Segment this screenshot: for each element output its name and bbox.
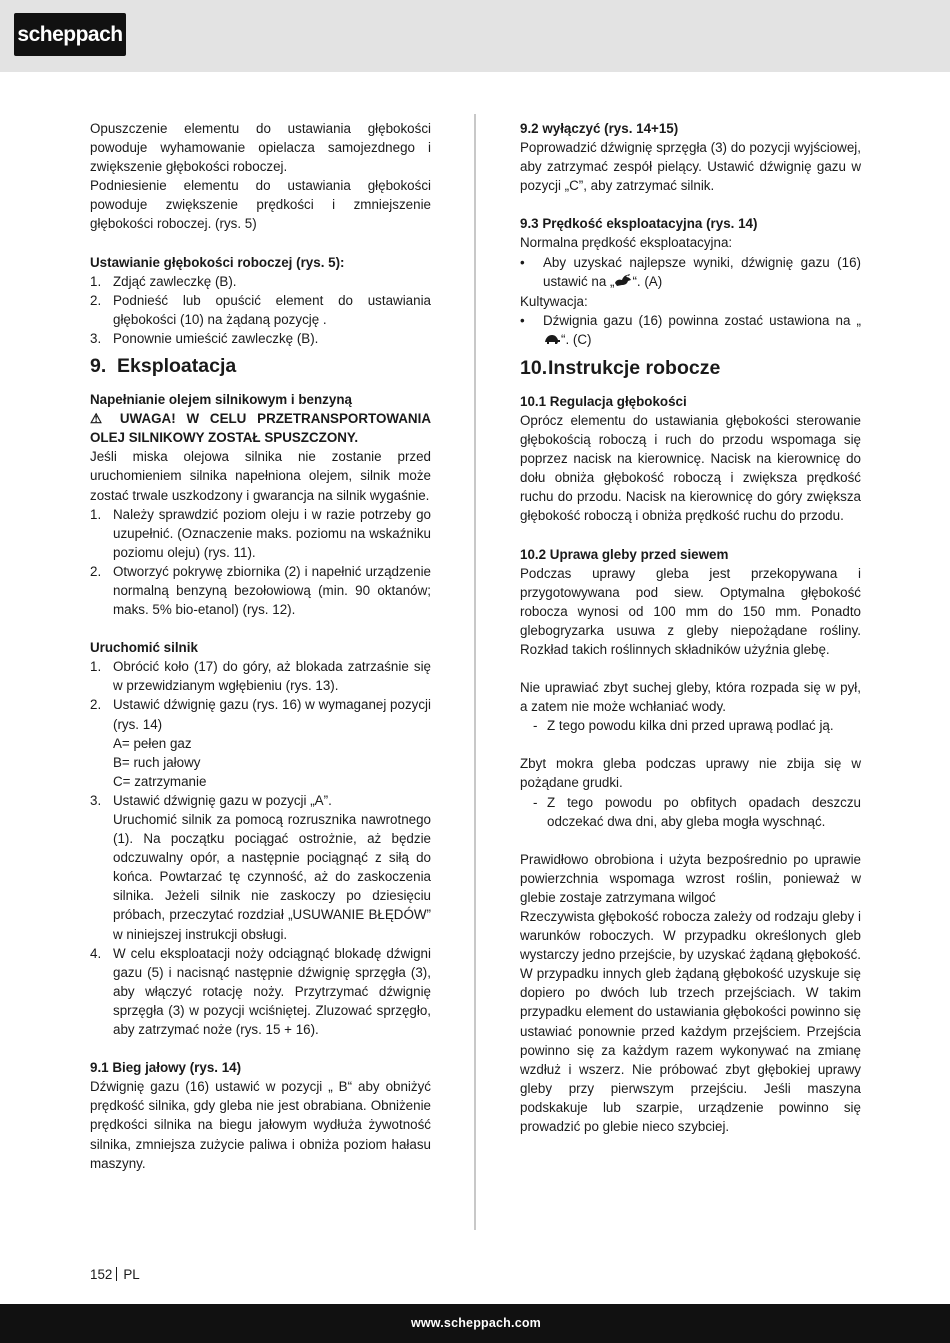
list-item-text: Obrócić koło (17) do góry, aż blokada zatrzaśnie się w przewidzianym wgłębieniu (rys. 13). xyxy=(113,659,431,694)
start-heading: Uruchomić silnik xyxy=(90,640,198,656)
dry-soil-paragraph: Nie uprawiać zbyt suchej gleby, która rozpada się w pył, a zatem nie może wchłaniać wody. xyxy=(520,680,861,715)
page-number-separator xyxy=(116,1267,117,1281)
footer-bar xyxy=(0,1304,950,1343)
list-marker: 3. xyxy=(90,792,102,808)
wet-soil-paragraph: Zbyt mokra gleba podczas uprawy nie zbija się w pożądane grudki. xyxy=(520,756,861,791)
list-marker: 4. xyxy=(90,945,102,961)
list-item-text-end: “. (C) xyxy=(561,331,592,347)
dash-item-text: Z tego powodu po obfitych opadach deszczu odczekać dwa dni, aby gleba mogła wyschnąć. xyxy=(547,794,861,829)
paragraph-intro-1: Opuszczenie elementu do ustawiania głębokości powoduje wyhamowanie opielacza samojezdnego i zwiększenie głębokości roboczej. xyxy=(90,121,431,175)
idle-heading: 9.1 Bieg jałowy (rys. 14) xyxy=(90,1060,242,1076)
list-item-text: Otworzyć pokrywę zbiornika (2) i napełnić urządzenie normalną benzyną bezołowiową (min. 90 oktanów; maks. 5% bio-etanol) (rys. 12). xyxy=(113,563,431,618)
actual-depth-paragraph: Rzeczywista głębokość robocza zależy od rodzaju gleby i warunków roboczych. W przypadku określonych gleb wystarczy jedno przejście, by uzyskać żądaną głębokość. W przypadku innych gleb żądaną głębokość uzyskuje się dopiero po dwóch lub trzech przejściach. W takim przypadku element do ustawiania głębokości powinno się ustawiać ponownie przed każdym przejściem. Przejścia powinno się za każdym razem wykonywać na zmianę wzdłuż i wszerz. Nie próbować zbyt głębokiej uprawy gleby przy pierwszym przejściu. Jeśli maszyna podskakuje lub szarpie, urządzenie powinno się prowadzić po glebie nieco szybciej. xyxy=(520,909,861,1135)
list-item xyxy=(90,272,431,291)
warning-icon: ⚠ xyxy=(90,411,110,427)
section-title: Instrukcje robocze xyxy=(548,356,721,379)
list-item xyxy=(90,657,431,695)
cultivation-label: Kultywacja: xyxy=(520,293,588,309)
list-marker: 1. xyxy=(90,273,102,289)
header-bar xyxy=(0,0,950,72)
section-title: Eksploatacja xyxy=(117,355,237,378)
list-item xyxy=(520,253,861,292)
bullet-marker: • xyxy=(520,254,525,270)
idle-paragraph: Dźwignię gazu (16) ustawić w pozycji „ B“ aby obniżyć prędkość silnika, gdy gleba nie jest obrabiana. Obniżenie prędkości silnika na biegu jałowym wydłuża żywotność silnika, zmniejsza zużycie paliwa i obniża poziom hałasu maszyny. xyxy=(90,1079,431,1171)
list-item xyxy=(90,505,431,562)
left-column xyxy=(90,119,431,1173)
list-item xyxy=(90,944,431,1039)
language-code: PL xyxy=(123,1267,140,1282)
dash-item xyxy=(520,793,861,831)
list-item xyxy=(90,329,431,348)
list-item-text: Aby uzyskać najlepsze wyniki, dźwignię gazu (16) ustawić na „ xyxy=(543,254,861,289)
bullet-marker: • xyxy=(520,312,525,328)
option-c: C= zatrzymanie xyxy=(113,773,207,789)
list-marker: 1. xyxy=(90,659,102,675)
section-10-heading xyxy=(520,356,861,380)
list-item xyxy=(520,311,861,350)
off-heading: 9.2 wyłączyć (rys. 14+15) xyxy=(520,121,679,136)
oil-paragraph: Jeśli miska olejowa silnika nie zostanie przed uruchomieniem silnika napełniona olejem, silnik może zostać trwale uszkodzony i gwarancja na silnik wygaśnie. xyxy=(90,449,431,503)
option-b: B= ruch jałowy xyxy=(113,754,201,770)
dash-item-text: Z tego powodu kilka dni przed uprawą podlać ją. xyxy=(547,718,834,734)
list-item xyxy=(90,291,431,329)
depth-heading: Ustawianie głębokości roboczej (rys. 5): xyxy=(90,254,345,270)
website-link[interactable]: www.scheppach.com xyxy=(410,1316,541,1330)
depth-reg-paragraph: Oprócz elementu do ustawiania głębokości sterowanie głębokością roboczą i ruch do przodu wspomaga się poprzez nacisk na kierownicę. Nacisk na kierownicę do dołu obniża głębokość roboczą i zwiększa prędkość ruchu do przodu. Nacisk na kierownicę do góry zwiększa głębokość roboczą i obniża prędkość ruchu do przodu. xyxy=(520,412,861,524)
list-marker: 2. xyxy=(90,292,102,308)
list-item-text-end: “. (A) xyxy=(632,273,663,289)
brand-logo: scheppach xyxy=(14,13,126,56)
speed-normal-label: Normalna prędkość eksploatacyjna: xyxy=(520,235,733,251)
oil-heading: Napełnianie olejem silnikowym i benzyną xyxy=(90,392,352,408)
proper-soil-paragraph: Prawidłowo obrobiona i użyta bezpośrednio po uprawie powierzchnia wspomaga wzrost roślin, ponieważ w glebie zostaje zatrzymana wilgoć xyxy=(520,851,861,905)
list-marker: 2. xyxy=(90,563,102,579)
depth-steps-list xyxy=(90,272,431,348)
section-number: 10. xyxy=(520,356,548,379)
section-number: 9. xyxy=(90,355,107,378)
start-steps-list xyxy=(90,657,431,1039)
list-marker: 1. xyxy=(90,506,102,522)
list-item xyxy=(90,791,431,944)
page-number xyxy=(90,1265,140,1284)
speed-heading: 9.3 Prędkość eksploatacyjna (rys. 14) xyxy=(520,216,758,232)
list-item-text: Należy sprawdzić poziom oleju i w razie potrzeby go uzupełnić. (Oznaczenie maks. poziomu na wskaźniku poziomu oleju) (rys. 11). xyxy=(113,506,431,560)
column-divider xyxy=(474,114,476,1230)
oil-steps-list xyxy=(90,505,431,620)
list-item-text: Dźwignia gazu (16) powinna zostać ustawiona na „ xyxy=(543,312,861,328)
list-item-text: Podnieść lub opuścić element do ustawiania głębokości (10) na żądaną pozycję . xyxy=(113,292,431,327)
list-item-text: Zdjąć zawleczkę (B). xyxy=(113,273,237,289)
dash-marker: - xyxy=(533,718,538,734)
list-item-text: Ustawić dźwignię gazu (rys. 16) w wymaganej pozycji (rys. 14) xyxy=(113,697,431,732)
page-number-value: 152 xyxy=(90,1267,113,1282)
list-marker: 3. xyxy=(90,330,102,346)
list-item xyxy=(90,695,431,790)
dash-item xyxy=(520,716,861,735)
section-9-heading xyxy=(90,354,431,378)
list-marker: 2. xyxy=(90,697,102,713)
speed-cult-list xyxy=(520,311,861,350)
soil-paragraph: Podczas uprawy gleba jest przekopywana i przygotowywana pod siew. Optymalna głębokość robocza wynosi od 100 mm do 150 mm. Ponadto glebogryzarka usuwa z gleby niepożądane rośliny. Rozkład takich roślinnych składników użyźnia glebę. xyxy=(520,565,861,657)
list-item xyxy=(90,562,431,619)
list-item-text: W celu eksploatacji noży odciągnąć blokadę dźwigni gazu (5) i nacisnąć następnie dźwignię sprzęgła (3), aby włączyć rotację noży. Przytrzymać dźwignię sprzęgła (3) w pozycji wciśniętej. Zluzować sprzęgło, aby zatrzymać noże (rys. 15 + 16). xyxy=(113,945,431,1038)
dash-marker: - xyxy=(533,794,538,810)
list-item-text: Ustawić dźwignię gazu w pozycji „A”. xyxy=(113,792,332,808)
warning-text: UWAGA! W CELU PRZETRANSPORTOWANIA OLEJ SILNIKOWY ZOSTAŁ SPUSZCZONY. xyxy=(90,411,431,446)
off-paragraph: Poprowadzić dźwignię sprzęgła (3) do pozycji wyjściowej, aby zatrzymać zespół pielący. Ustawić dźwignię gazu w pozycji „C”, aby zatrzymać silnik. xyxy=(520,140,861,194)
warning-notice xyxy=(90,409,431,447)
right-column xyxy=(520,119,861,1136)
soil-heading: 10.2 Uprawa gleby przed siewem xyxy=(520,546,729,562)
speed-normal-list xyxy=(520,253,861,292)
list-item-continuation: Uruchomić silnik za pomocą rozrusznika nawrotnego (1). Na początku pociągać ostrożnie, aż będzie odczuwalny opór, a następnie pociągnąć z siłą do końca. Powtarzać tę czynność, aż do zaskoczenia silnika. Jeżeli silnik nie zaskoczy po dziesięciu próbach, przeczytać rozdział „USUWANIE BŁĘDÓW” w niniejszej instrukcji obsługi. xyxy=(113,812,431,942)
list-item-text: Ponownie umieścić zawleczkę (B). xyxy=(113,330,319,346)
turtle-icon xyxy=(543,331,561,350)
depth-reg-heading: 10.1 Regulacja głębokości xyxy=(520,393,687,409)
option-a: A= pełen gaz xyxy=(113,735,192,751)
hare-icon xyxy=(614,273,632,292)
paragraph-intro-2: Podniesienie elementu do ustawiania głębokości powoduje zwiększenie prędkości i zmniejszenie głębokości roboczej. (rys. 5) xyxy=(90,178,431,232)
